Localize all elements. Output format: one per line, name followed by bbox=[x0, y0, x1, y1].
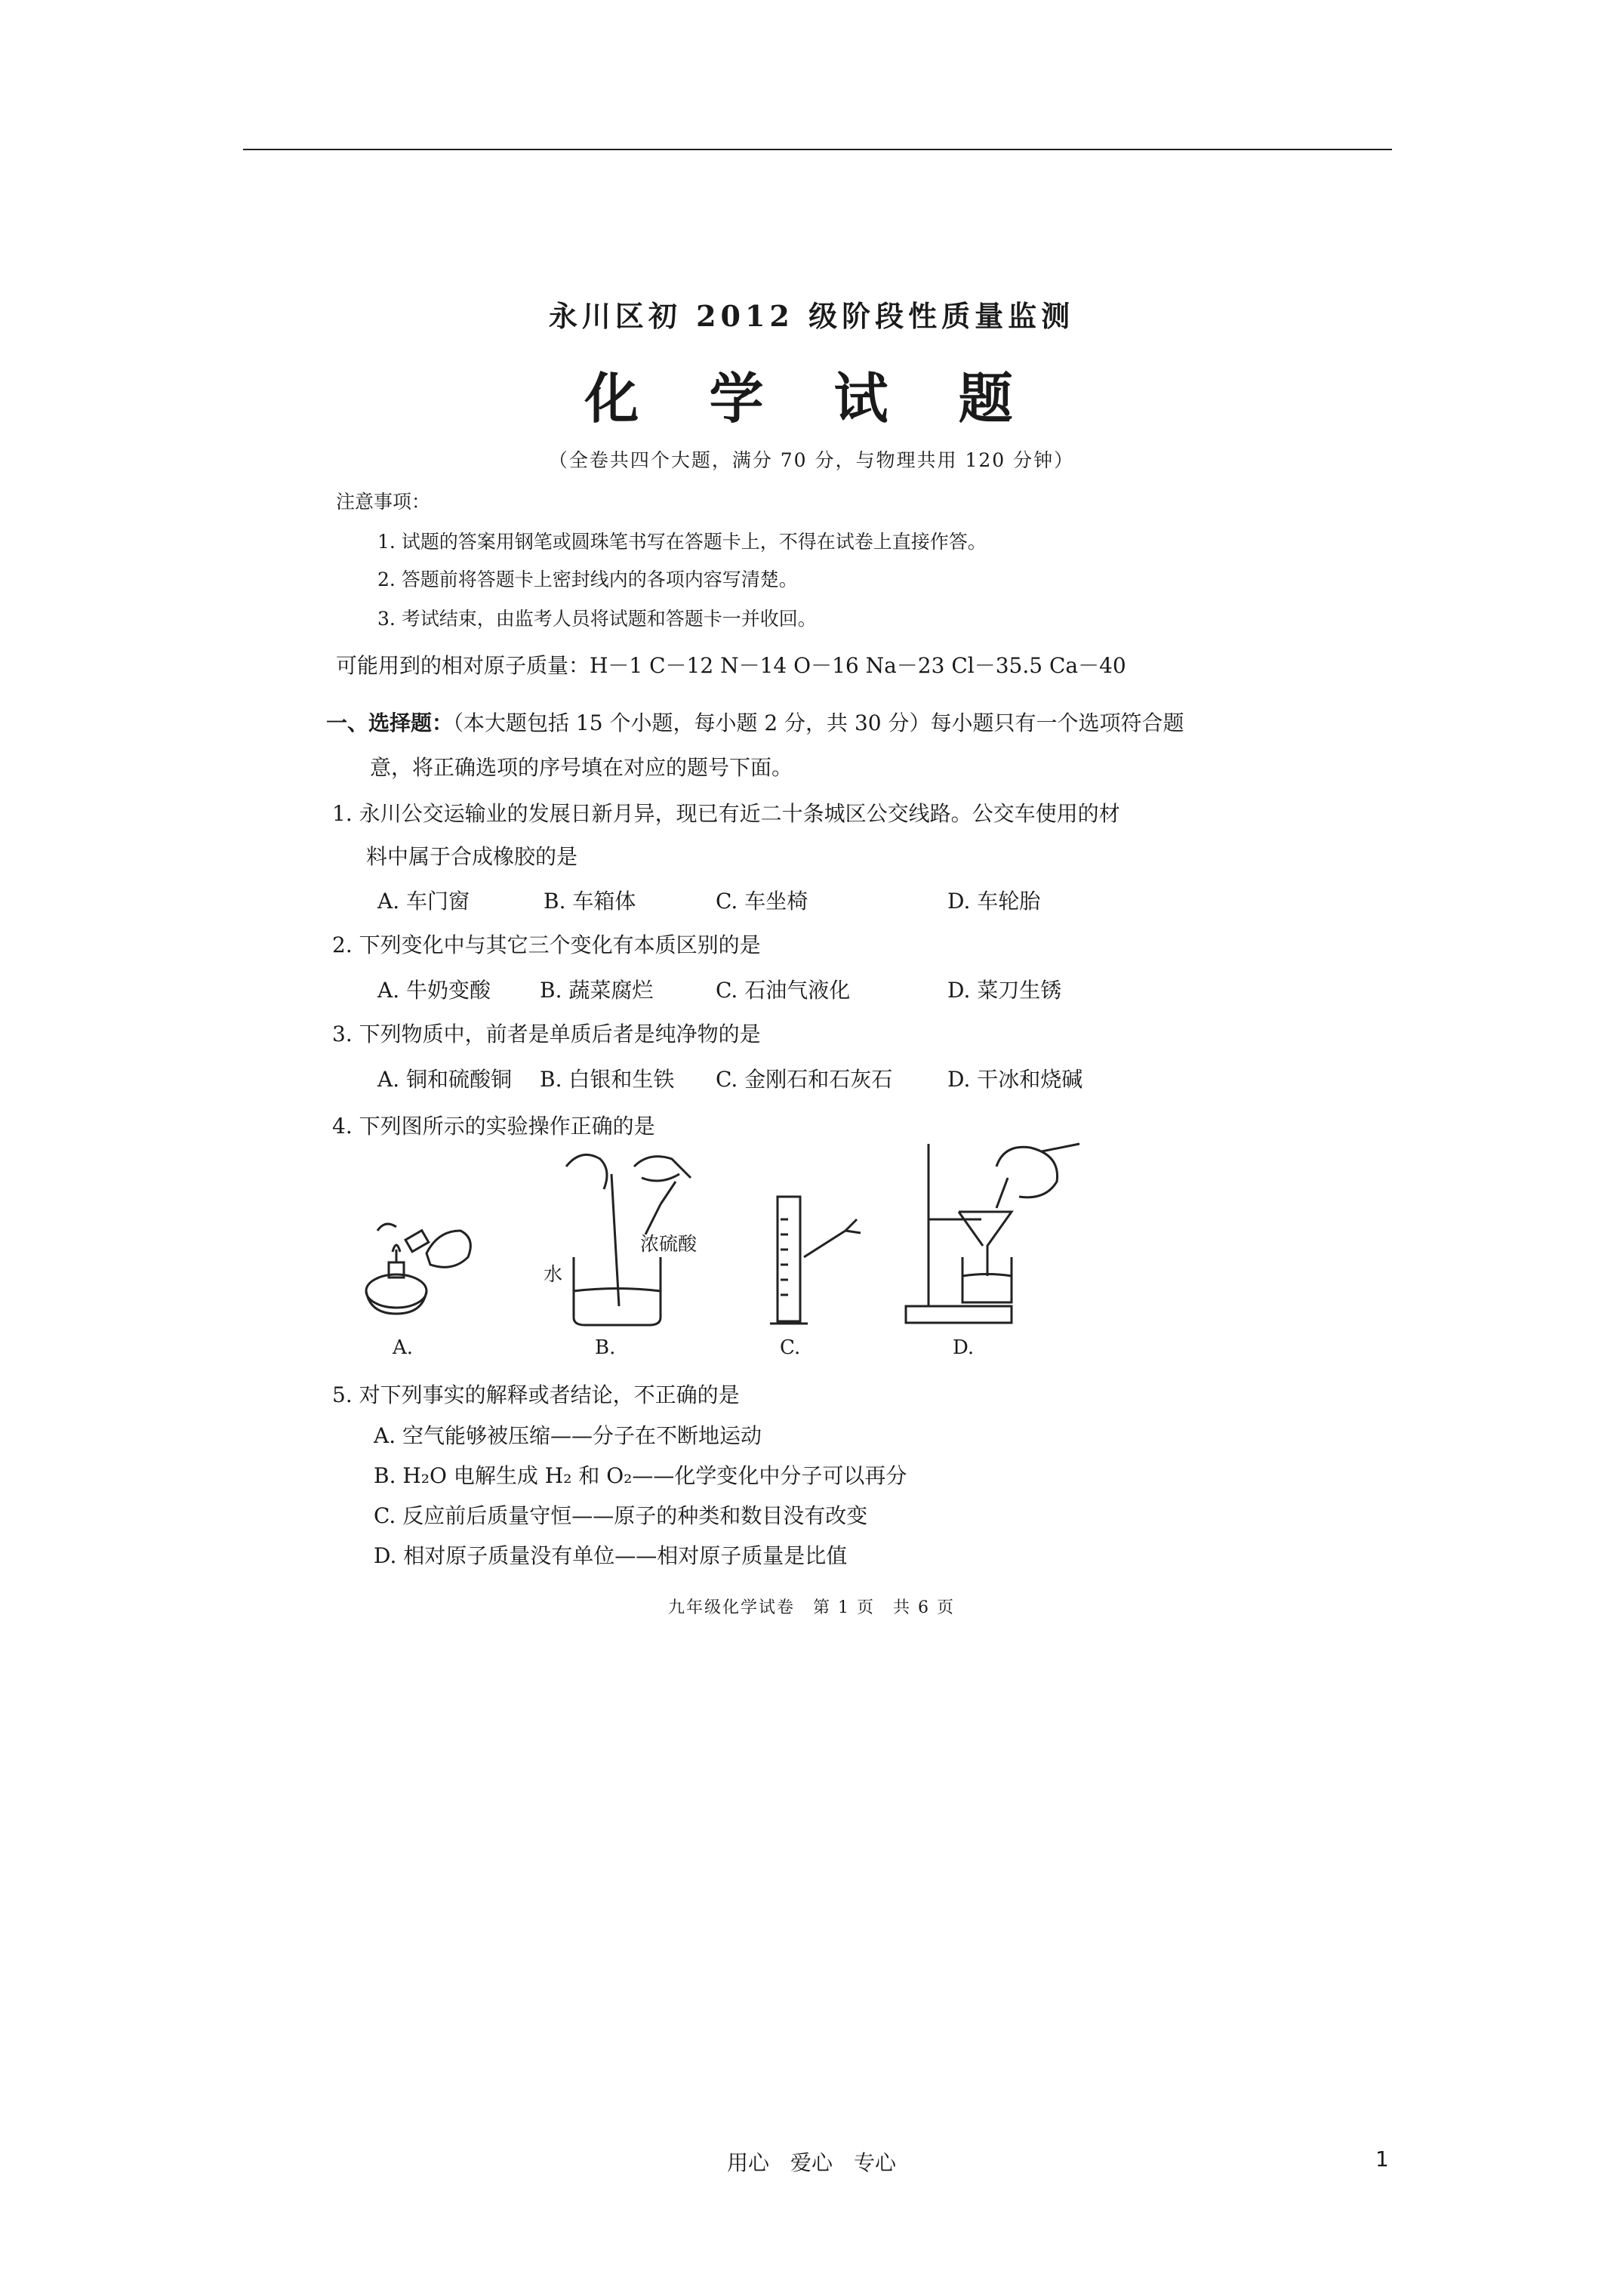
exam-title: 化 学 试 题 bbox=[584, 366, 1039, 430]
notes-heading: 注意事项： bbox=[336, 491, 431, 513]
q2-option-b: B. 蔬菜腐烂 bbox=[540, 978, 654, 1003]
page-number: 1 bbox=[1375, 2147, 1389, 2171]
q5-option-c: C. 反应前后质量守恒——原子的种类和数目没有改变 bbox=[374, 1503, 868, 1528]
q2-option-c: C. 石油气液化 bbox=[716, 978, 851, 1003]
q5-option-a: A. 空气能够被压缩——分子在不断地运动 bbox=[374, 1423, 762, 1448]
q5-stem: 5. 对下列事实的解释或者结论，不正确的是 bbox=[332, 1382, 740, 1407]
figure-b-acid-label: 浓硫酸 bbox=[640, 1233, 698, 1255]
header-rule bbox=[243, 149, 1392, 150]
q1-option-d: D. 车轮胎 bbox=[947, 889, 1041, 914]
q1-option-b: B. 车箱体 bbox=[544, 889, 636, 914]
q3-option-d: D. 干冰和烧碱 bbox=[947, 1067, 1083, 1092]
figure-d-label: D. bbox=[953, 1336, 975, 1359]
section1-label: 一、选择题： bbox=[326, 710, 454, 735]
figure-c-label: C. bbox=[780, 1336, 801, 1359]
exam-subtitle: （全卷共四个大题，满分 70 分，与物理共用 120 分钟） bbox=[548, 449, 1075, 471]
q1-stem-1: 1. 永川公交运输业的发展日新月异，现已有近二十条城区公交线路。公交车使用的材 bbox=[332, 801, 1120, 826]
q2-option-a: A. 牛奶变酸 bbox=[377, 978, 491, 1003]
q1-option-c: C. 车坐椅 bbox=[716, 889, 808, 914]
figure-b-water-label: 水 bbox=[544, 1263, 563, 1285]
figure-d-filtration bbox=[898, 1136, 1102, 1329]
q5-option-d: D. 相对原子质量没有单位——相对原子质量是比值 bbox=[374, 1543, 848, 1568]
q2-stem: 2. 下列变化中与其它三个变化有本质区别的是 bbox=[332, 932, 761, 957]
figure-c-cylinder bbox=[762, 1189, 883, 1329]
figure-a-label: A. bbox=[393, 1336, 414, 1359]
q3-option-c: C. 金刚石和石灰石 bbox=[716, 1067, 893, 1092]
section1-desc-2: 意，将正确选项的序号填在对应的题号下面。 bbox=[370, 755, 793, 780]
q1-stem-2: 料中属于合成橡胶的是 bbox=[366, 844, 578, 869]
exam-page-footer: 九年级化学试卷 第 1 页 共 6 页 bbox=[668, 1598, 955, 1617]
figure-a-alcohol-lamps bbox=[355, 1200, 483, 1321]
section1-header bbox=[326, 707, 1184, 737]
exam-header: 永川区初 2012 级阶段性质量监测 bbox=[548, 299, 1075, 333]
q3-option-a: A. 铜和硫酸铜 bbox=[377, 1067, 513, 1092]
q1-option-a: A. 车门窗 bbox=[377, 889, 470, 914]
q3-stem: 3. 下列物质中，前者是单质后者是纯净物的是 bbox=[332, 1022, 761, 1046]
note-item-2: 2. 答题前将答题卡上密封线内的各项内容写清楚。 bbox=[377, 569, 798, 590]
note-item-3: 3. 考试结束，由监考人员将试题和答题卡一并收回。 bbox=[377, 608, 817, 630]
footer-slogan: 用心 爱心 专心 bbox=[726, 2150, 896, 2175]
section1-desc-1: （本大题包括 15 个小题，每小题 2 分，共 30 分）每小题只有一个选项符合题 bbox=[453, 710, 1184, 735]
q4-stem: 4. 下列图所示的实验操作正确的是 bbox=[332, 1114, 655, 1139]
q5-option-b: B. H₂O 电解生成 H₂ 和 O₂——化学变化中分子可以再分 bbox=[374, 1463, 907, 1488]
figure-b-label: B. bbox=[595, 1336, 616, 1359]
atomic-masses: 可能用到的相对原子质量：H－1 C－12 N－14 O－16 Na－23 Cl－35.5 Ca－40 bbox=[336, 653, 1126, 678]
note-item-1: 1. 试题的答案用钢笔或圆珠笔书写在答题卡上，不得在试卷上直接作答。 bbox=[377, 531, 987, 553]
q2-option-d: D. 菜刀生锈 bbox=[947, 978, 1062, 1003]
q3-option-b: B. 白银和生铁 bbox=[540, 1067, 675, 1092]
